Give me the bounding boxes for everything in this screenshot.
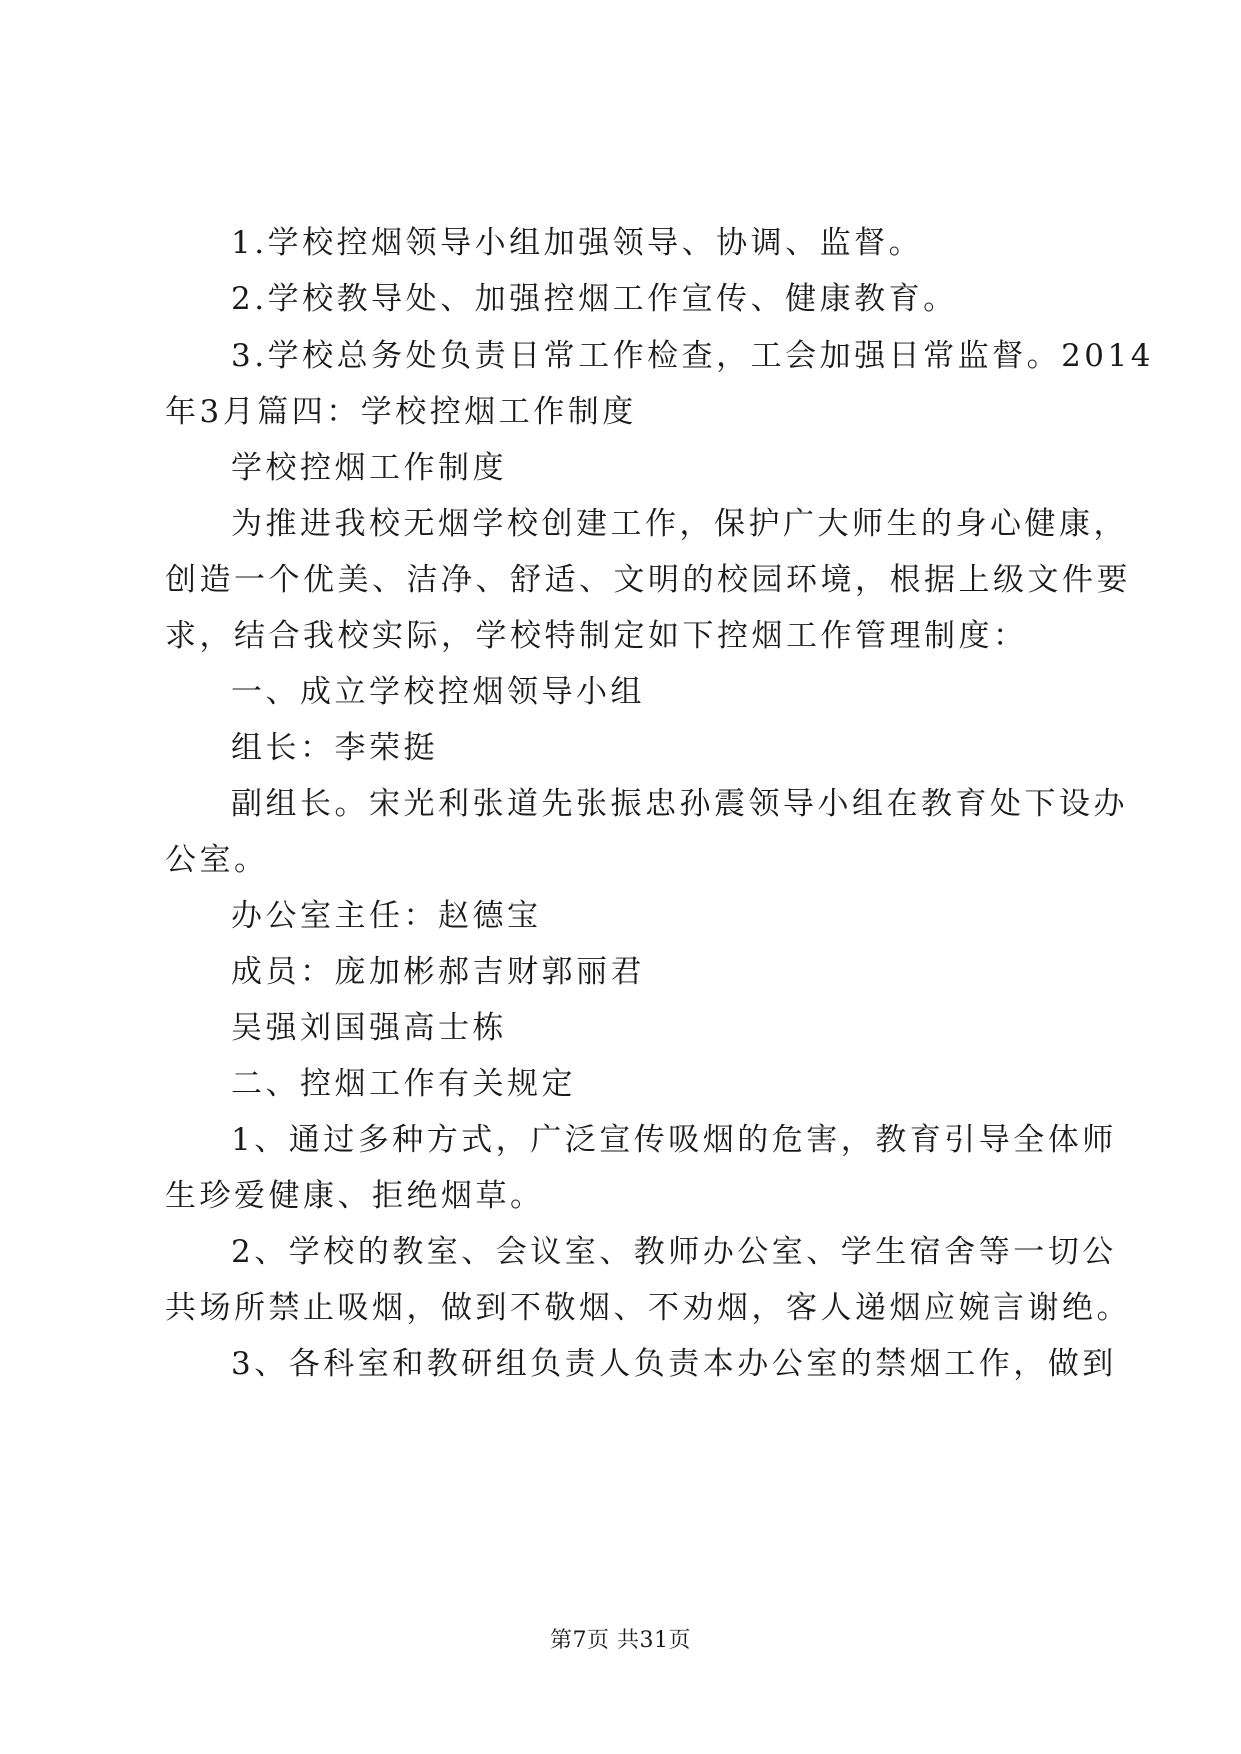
section-title: 学校控烟工作制度 — [231, 450, 507, 486]
paragraph-line: 2.学校教导处、加强控烟工作宣传、健康教育。 — [231, 281, 958, 317]
paragraph-line: 2、学校的教室、会议室、教师办公室、学生宿舍等一切公 — [231, 1234, 1117, 1270]
paragraph-line: 1.学校控烟领导小组加强领导、协调、监督。 — [231, 225, 924, 261]
paragraph-line: 3.学校总务处负责日常工作检查，工会加强日常监督。2014 — [231, 338, 1154, 374]
paragraph-line: 吴强刘国强高士栋 — [231, 1010, 507, 1046]
paragraph-line: 3、各科室和教研组负责人负责本办公室的禁烟工作，做到 — [231, 1346, 1117, 1382]
paragraph-line: 为推进我校无烟学校创建工作，保护广大师生的身心健康， — [231, 506, 1128, 542]
paragraph-line: 成员：庞加彬郝吉财郭丽君 — [231, 954, 645, 990]
section-heading: 二、控烟工作有关规定 — [231, 1066, 576, 1102]
page-number-footer: 第7页 共31页 — [550, 1628, 691, 1653]
paragraph-line: 办公室主任：赵德宝 — [231, 898, 542, 934]
paragraph-line: 求，结合我校实际，学校特制定如下控烟工作管理制度： — [165, 618, 1028, 654]
paragraph-line: 组长：李荣挺 — [231, 730, 438, 766]
section-heading: 一、成立学校控烟领导小组 — [231, 674, 645, 710]
paragraph-line: 1、通过多种方式，广泛宣传吸烟的危害，教育引导全体师 — [231, 1122, 1117, 1158]
paragraph-line: 公室。 — [165, 842, 269, 878]
paragraph-line: 创造一个优美、洁净、舒适、文明的校园环境，根据上级文件要 — [165, 562, 1131, 598]
paragraph-line: 共场所禁止吸烟，做到不敬烟、不劝烟，客人递烟应婉言谢绝。 — [165, 1290, 1131, 1326]
paragraph-line: 年3月篇四：学校控烟工作制度 — [165, 394, 637, 430]
paragraph-line: 副组长。宋光利张道先张振忠孙震领导小组在教育处下设办 — [231, 786, 1128, 822]
paragraph-line: 生珍爱健康、拒绝烟草。 — [165, 1178, 545, 1214]
